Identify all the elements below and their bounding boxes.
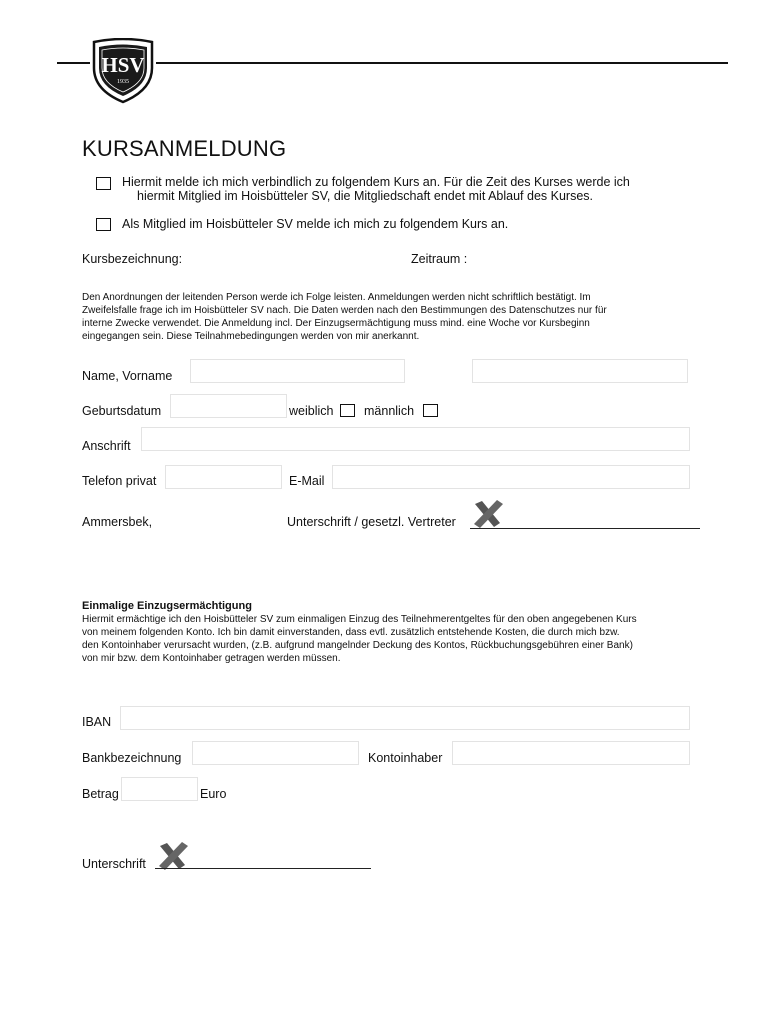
- name-field[interactable]: [190, 359, 405, 383]
- name-label: Name, Vorname: [82, 369, 173, 383]
- iban-field[interactable]: [120, 706, 690, 730]
- crest-letters: HSV: [101, 53, 145, 77]
- club-crest-icon: [88, 38, 158, 104]
- male-label: männlich: [364, 404, 415, 418]
- guardian-signature-label: Unterschrift / gesetzl. Vertreter: [287, 515, 456, 529]
- header-rule-right: [156, 62, 728, 64]
- account-holder-label: Kontoinhaber: [368, 751, 443, 765]
- female-checkbox[interactable]: [340, 404, 355, 417]
- phone-label: Telefon privat: [82, 474, 157, 488]
- x-signature-marker-icon: [155, 840, 191, 877]
- amount-field[interactable]: [121, 777, 198, 801]
- crest-year: 1935: [117, 79, 129, 85]
- new-member-checkbox[interactable]: [96, 177, 111, 190]
- female-label: weiblich: [289, 404, 334, 418]
- guardian-signature-line[interactable]: [470, 528, 700, 529]
- phone-field[interactable]: [165, 465, 282, 489]
- email-label: E-Mail: [289, 474, 325, 488]
- new-member-text-line1: Hiermit melde ich mich verbindlich zu folgendem Kurs an. Für die Zeit des Kurses werde ich: [122, 175, 630, 189]
- new-member-text-line2: hiermit Mitglied im Hoisbütteler SV, die Mitgliedschaft endet mit Ablauf des Kurses.: [137, 189, 593, 203]
- page-title: KURSANMELDUNG: [82, 136, 287, 161]
- address-label: Anschrift: [82, 439, 131, 453]
- header-rule-left: [57, 62, 90, 64]
- mandate-signature-line[interactable]: [155, 868, 371, 869]
- mandate-signature-label: Unterschrift: [82, 857, 146, 871]
- terms-line-1: Den Anordnungen der leitenden Person werde ich Folge leisten. Anmeldungen werden nicht schriftlich bestätigt. Im: [82, 292, 591, 303]
- x-signature-marker-icon: [470, 498, 506, 535]
- email-field[interactable]: [332, 465, 690, 489]
- mandate-text-line-2: von meinem folgenden Konto. Ich bin damit einverstanden, dass evtl. zusätzlich entstehende Kosten, die durch mich bzw.: [82, 627, 620, 638]
- male-checkbox[interactable]: [423, 404, 438, 417]
- course-name-label: Kursbezeichnung:: [82, 252, 183, 266]
- amount-label: Betrag: [82, 787, 119, 801]
- iban-label: IBAN: [82, 715, 112, 729]
- bank-name-label: Bankbezeichnung: [82, 751, 182, 765]
- mandate-text-line-4: von mir bzw. dem Kontoinhaber getragen werden müssen.: [82, 653, 341, 664]
- terms-line-3: interne Zwecke verwendet. Die Anmeldung incl. Der Einzugsermächtigung muss mind. eine Woche vor Kursbeginn: [82, 318, 590, 329]
- address-field[interactable]: [141, 427, 690, 451]
- currency-label: Euro: [200, 787, 227, 801]
- mandate-text-line-1: Hiermit ermächtige ich den Hoisbütteler SV zum einmaligen Einzug des Teilnehmerentgeltes für den oben angegebenen Kurs: [82, 614, 637, 625]
- existing-member-checkbox[interactable]: [96, 218, 111, 231]
- terms-line-2: Zweifelsfalle frage ich im Hoisbütteler SV nach. Die Daten werden nach den Bestimmungen des Datenschutzes nur für: [82, 305, 607, 316]
- birth-date-label: Geburtsdatum: [82, 404, 162, 418]
- first-name-field[interactable]: [472, 359, 688, 383]
- existing-member-text: Als Mitglied im Hoisbütteler SV melde ich mich zu folgendem Kurs an.: [122, 217, 509, 231]
- bank-name-field[interactable]: [192, 741, 359, 765]
- mandate-heading: Einmalige Einzugsermächtigung: [82, 600, 252, 612]
- place-text: Ammersbek,: [82, 515, 153, 529]
- account-holder-field[interactable]: [452, 741, 690, 765]
- birth-date-field[interactable]: [170, 394, 287, 418]
- course-period-label: Zeitraum :: [411, 252, 468, 266]
- terms-line-4: eingegangen sein. Diese Teilnahmebedingungen werden von mir anerkannt.: [82, 331, 420, 342]
- mandate-text-line-3: den Kontoinhaber verursacht wurden, (z.B. aufgrund mangelnder Deckung des Kontos, Rückbuchungsgebühren einer Bank): [82, 640, 633, 651]
